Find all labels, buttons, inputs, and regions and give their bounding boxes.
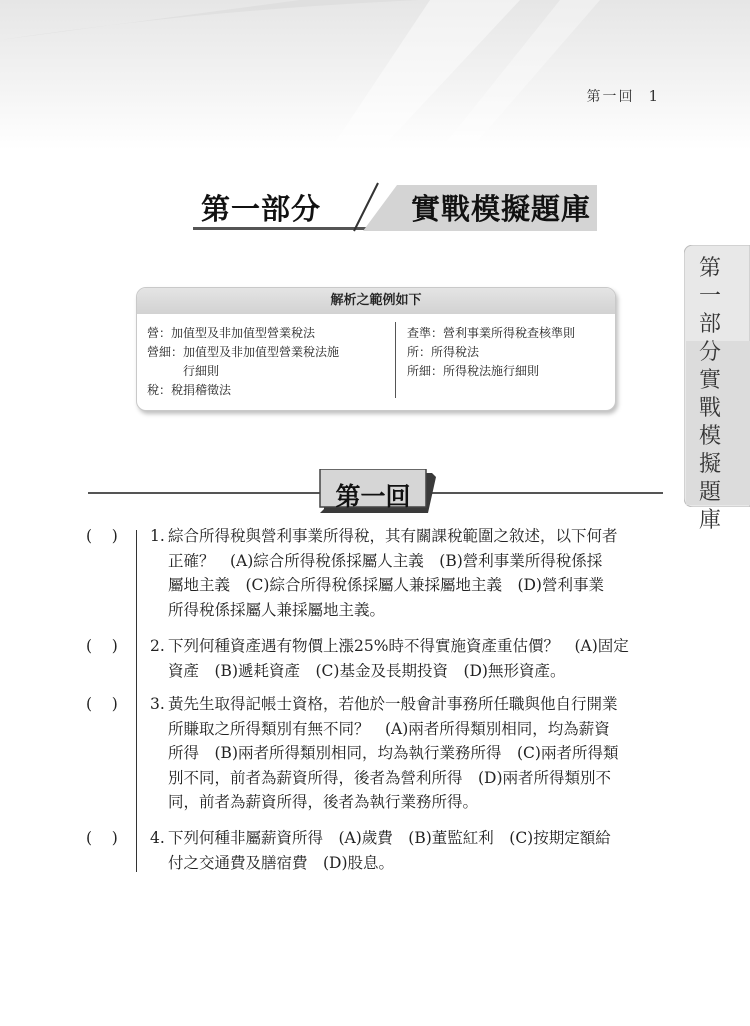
question-line: 所得 (B)兩者所得類別相同，均為執行業務所得 (C)兩者所得類 — [168, 744, 619, 762]
part-label: 第一部分 — [201, 192, 322, 226]
answer-blank: ( ) — [86, 637, 118, 655]
question-text — [150, 692, 664, 815]
question-line: 下列何種非屬薪資所得 (A)歲費 (B)董監紅利 (C)按期定額給 — [168, 829, 611, 847]
legend-heading: 解析之範例如下 — [137, 288, 615, 314]
answer-blank: ( ) — [86, 829, 118, 847]
question-line: 所得稅係採屬人兼採屬地主義。 — [168, 600, 386, 619]
question-number: 1. — [150, 527, 165, 545]
legend-item: 所：所得稅法 — [407, 345, 480, 359]
question-line: 下列何種資產遇有物價上漲25%時不得實施資產重估價？ (A)固定 — [168, 637, 629, 655]
side-chapter-tab — [684, 245, 750, 533]
question-line: 資產 (B)遞耗資產 (C)基金及長期投資 (D)無形資產。 — [168, 661, 566, 680]
question-text — [150, 634, 664, 683]
running-header — [586, 86, 660, 106]
question-line: 付之交通費及膳宿費 (D)股息。 — [168, 853, 395, 872]
legend-right-column — [407, 324, 607, 381]
legend-left-column — [147, 324, 395, 400]
legend-item: 稅：稅捐稽徵法 — [147, 383, 232, 397]
answer-column-rule — [136, 530, 137, 872]
question-number: 2. — [150, 637, 165, 655]
legend-item: 查準：營利事業所得稅查核準則 — [407, 326, 576, 340]
question-number: 4. — [150, 829, 165, 847]
section-badge — [318, 469, 438, 515]
answer-blank: ( ) — [86, 695, 118, 713]
chapter-label: 第一回 — [586, 89, 635, 105]
abbreviation-legend — [136, 287, 616, 411]
question-line: 所賺取之所得類別有無不同？ (A)兩者所得類別相同，均為薪資 — [168, 719, 610, 738]
question-line: 屬地主義 (C)綜合所得稅係採屬人兼採屬地主義 (D)營利事業 — [168, 576, 604, 594]
part-title-banner — [193, 181, 603, 233]
answer-blank: ( ) — [86, 527, 118, 545]
legend-divider — [395, 322, 396, 398]
legend-item: 行細則 — [183, 364, 220, 378]
question-line: 正確？ (A)綜合所得稅係採屬人主義 (B)營利事業所得稅係採 — [168, 551, 603, 570]
legend-item: 所細：所得稅法施行細則 — [407, 364, 540, 378]
question-line: 同，前者為薪資所得，後者為執行業務所得。 — [168, 793, 479, 811]
question-text — [150, 524, 664, 622]
header-decoration — [0, 0, 750, 150]
question-line: 黃先生取得記帳士資格，若他於一般會計事務所任職與他自行開業 — [168, 695, 618, 713]
question-text — [150, 826, 664, 875]
legend-item: 營細：加值型及非加值型營業稅法施 — [147, 345, 340, 359]
question-number: 3. — [150, 695, 165, 713]
section-title: 第一回 — [335, 482, 411, 511]
header-background — [0, 0, 750, 150]
page-number: 1 — [648, 87, 660, 105]
question-line: 別不同，前者為薪資所得，後者為營利所得 (D)兩者所得類別不 — [168, 768, 612, 787]
side-tab-label: 第一部分實戰模擬題庫 — [698, 256, 721, 533]
question-line: 綜合所得稅與營利事業所得稅，其有關課稅範圍之敘述，以下何者 — [168, 527, 618, 545]
legend-item: 營：加值型及非加值型營業稅法 — [147, 326, 316, 340]
part-name: 實戰模擬題庫 — [411, 192, 592, 226]
